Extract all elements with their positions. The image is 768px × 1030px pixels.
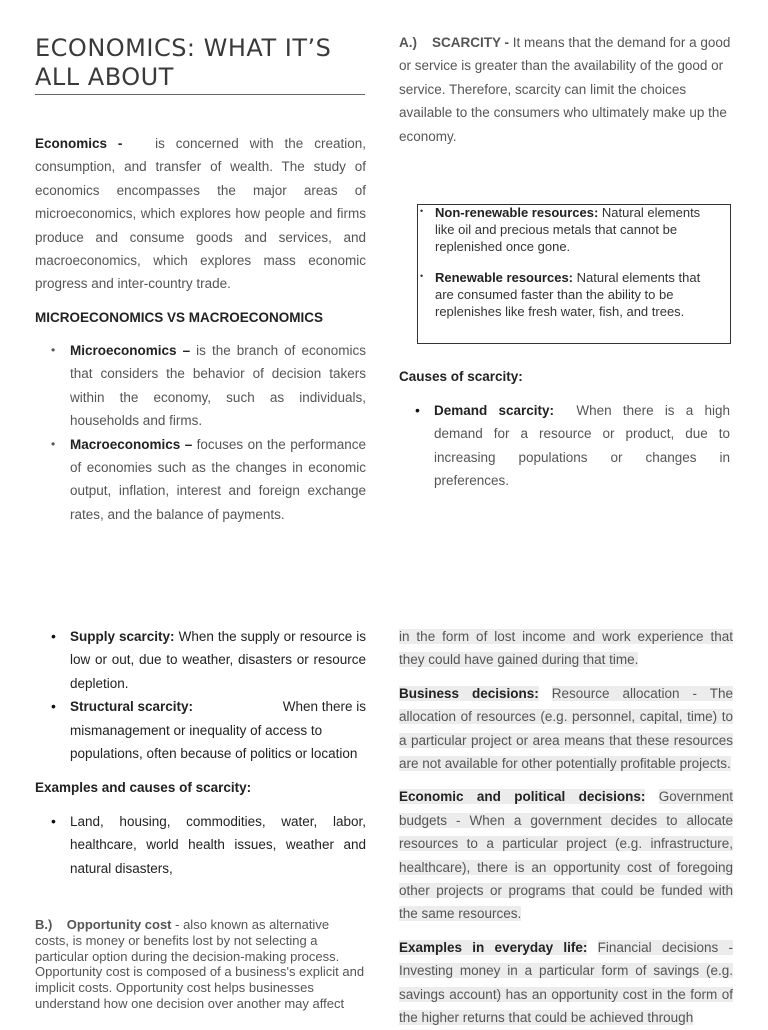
demand-list <box>399 399 730 493</box>
opportunity-label: B.) <box>35 917 53 932</box>
renewable-item: Renewable resources: Natural elements that are consumed faster than the ability to be replenishes like fresh water, fish, and trees. <box>435 270 701 319</box>
right-column-continued <box>399 625 733 1030</box>
scarcity-term: SCARCITY - <box>432 35 510 50</box>
micro-macro-heading: MICROECONOMICS VS MACROECONOMICS <box>35 310 324 325</box>
opportunity-text: - also known as alternative costs, is money or benefits lost by not selecting a particular option during the decision-making process. Opportunity cost is composed of a business's explicit and implicit costs. Opportunity cost helps businesses understand how one decision over another may affect <box>35 917 365 1011</box>
micro-macro-list <box>35 339 366 526</box>
continued-paragraph: in the form of lost income and work experience that they could have gained during that time. <box>399 629 733 668</box>
list-item: • Structural scarcity: When there is mismanagement or inequality of access to populations, often because of politics or location <box>35 695 366 765</box>
supply-structural-list <box>35 625 366 765</box>
list-item: • Macroeconomics – focuses on the performance of economies such as the changes in economic output, inflation, interest and foreign exchange rates, and the balance of payments. <box>35 433 366 527</box>
examples-heading: Examples and causes of scarcity: <box>35 780 252 795</box>
scarcity-definition <box>399 31 732 148</box>
intro-term: Economics - <box>35 136 123 151</box>
examples-list <box>35 810 366 880</box>
bullet-icon: • <box>420 206 424 216</box>
business-decisions-paragraph: Business decisions: Resource allocation - The allocation of resources (e.g. personnel, capital, time) to a particular project or area means that these resources are not available for other potentially profitable projects. <box>399 685 733 772</box>
causes-heading: Causes of scarcity: <box>399 369 523 384</box>
list-item: • Land, housing, commodities, water, labor, healthcare, world health issues, weather and natural disasters, <box>35 810 366 880</box>
intro-text: is concerned with the creation, consumption, and transfer of wealth. The study of economics encompasses the major areas of microeconomics, which explores how people and firms produce and consume goods and services, and macroeconomics, which explores mass economic progress and inter-country trade. <box>35 136 366 292</box>
nonrenewable-item: Non-renewable resources: Natural elements like oil and precious metals that cannot be replenished once gone. <box>435 205 701 254</box>
page-title: ECONOMICS: WHAT IT’S ALL ABOUT <box>35 34 365 95</box>
list-item: • Supply scarcity: When the supply or resource is low or out, due to weather, disasters or resource depletion. <box>35 625 366 695</box>
scarcity-text-2: available to the consumers who ultimately make up the economy. <box>399 105 727 144</box>
list-item: • Demand scarcity: When there is a high demand for a resource or product, due to increasing populations or changes in preferences. <box>399 399 730 493</box>
everyday-life-paragraph: Examples in everyday life: Financial decisions - Investing money in a particular form of savings (e.g. savings account) has an opportunity cost in the form of the higher returns that could be achieved through <box>399 939 733 1026</box>
list-item: • Microeconomics – is the branch of economics that considers the behavior of decision takers within the economy, such as individuals, households and firms. <box>35 339 366 433</box>
scarcity-label: A.) <box>399 35 417 50</box>
opportunity-term: Opportunity cost <box>66 917 172 932</box>
economic-political-paragraph: Economic and political decisions: Government budgets - When a government decides to allocate resources to a particular project (e.g. infrastructure, healthcare), there is an opportunity cost of foregoing other projects or programs that could be funded with the same resources. <box>399 789 733 922</box>
intro-paragraph <box>35 132 366 296</box>
opportunity-paragraph <box>35 917 365 1012</box>
scarcity-text-1: It means that the demand for a good or service is greater than the availability of the good or service. Therefore, scarcity can limit the choices <box>399 35 731 97</box>
bullet-icon: • <box>420 271 424 281</box>
resources-box <box>417 204 731 344</box>
